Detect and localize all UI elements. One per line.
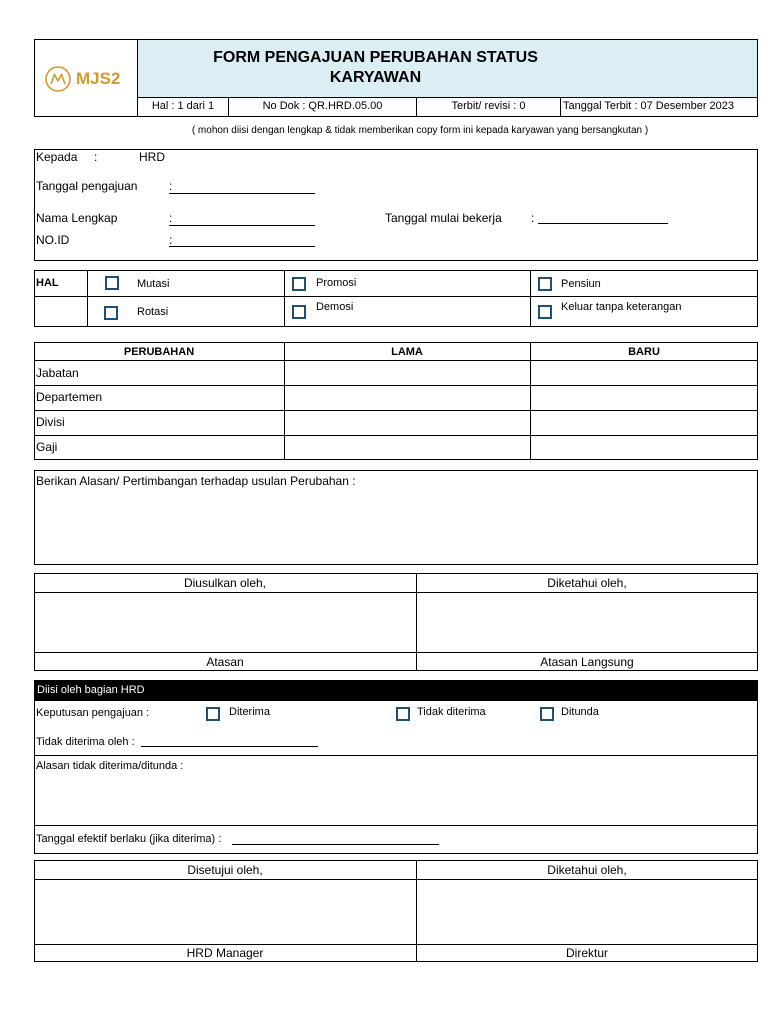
employee-info-section xyxy=(34,149,758,261)
nama-lengkap-field[interactable] xyxy=(169,225,315,226)
diusulkan-label: Diusulkan oleh, xyxy=(183,576,267,590)
row-divisi: Divisi xyxy=(36,415,65,429)
noid-colon: : xyxy=(169,233,173,247)
rotasi-checkbox[interactable] xyxy=(104,306,118,320)
kepada-label: Kepada xyxy=(36,150,78,164)
demosi-checkbox[interactable] xyxy=(292,305,306,319)
direktur-signature-area[interactable] xyxy=(417,880,757,943)
hrd-title: Diisi oleh bagian HRD xyxy=(37,684,145,696)
demosi-label: Demosi xyxy=(316,301,354,313)
baru-header: BARU xyxy=(628,346,660,358)
tanggal-mulai-label: Tanggal mulai bekerja xyxy=(385,211,502,225)
hrd-manager-signature-area[interactable] xyxy=(35,880,415,943)
keluar-label: Keluar tanpa keterangan xyxy=(561,301,682,313)
mutasi-checkbox[interactable] xyxy=(105,276,119,290)
row-jabatan: Jabatan xyxy=(36,366,79,380)
nama-lengkap-colon: : xyxy=(169,211,173,225)
hrd-manager-label: HRD Manager xyxy=(186,946,264,960)
lama-header: LAMA xyxy=(391,346,423,358)
rotasi-label: Rotasi xyxy=(137,306,169,318)
issue-date: Tanggal Terbit : 07 Desember 2023 xyxy=(563,100,735,112)
keluar-checkbox[interactable] xyxy=(538,305,552,319)
company-logo xyxy=(44,65,128,93)
logo-mark-icon xyxy=(44,65,72,93)
revision: Terbit/ revisi : 0 xyxy=(451,100,526,112)
diterima-label: Diterima xyxy=(229,706,270,718)
tanggal-efektif-field[interactable] xyxy=(232,844,439,845)
logo-text: MJS2 xyxy=(76,69,121,88)
diketahui-label-2: Diketahui oleh, xyxy=(547,863,627,877)
mutasi-label: Mutasi xyxy=(137,278,170,290)
perubahan-header: PERUBAHAN xyxy=(123,346,195,358)
promosi-label: Promosi xyxy=(316,277,357,289)
kepada-value: HRD xyxy=(139,150,165,164)
atasan-label: Atasan xyxy=(206,655,244,669)
disetujui-label: Disetujui oleh, xyxy=(187,863,263,877)
alasan-tidak-diterima-label: Alasan tidak diterima/ditunda : xyxy=(36,760,184,772)
pensiun-checkbox[interactable] xyxy=(538,277,552,291)
tanggal-mulai-field[interactable] xyxy=(538,223,668,224)
document-number: No Dok : QR.HRD.05.00 xyxy=(262,100,383,112)
noid-label: NO.ID xyxy=(36,233,70,247)
hal-label: HAL xyxy=(36,277,59,289)
atasan-langsung-signature-area[interactable] xyxy=(417,593,757,651)
tanggal-efektif-label: Tanggal efektif berlaku (jika diterima) : xyxy=(36,833,222,845)
keputusan-label: Keputusan pengajuan : xyxy=(36,707,150,719)
pensiun-label: Pensiun xyxy=(561,278,601,290)
row-departemen: Departemen xyxy=(36,390,103,404)
nama-lengkap-label: Nama Lengkap xyxy=(36,211,118,225)
atasan-signature-area[interactable] xyxy=(35,593,415,651)
tanggal-pengajuan-label: Tanggal pengajuan xyxy=(36,179,138,193)
tidak-diterima-oleh-field[interactable] xyxy=(141,746,318,747)
diketahui-label-1: Diketahui oleh, xyxy=(547,576,627,590)
kepada-colon: : xyxy=(94,150,98,164)
page-number: Hal : 1 dari 1 xyxy=(151,100,215,112)
alasan-label: Berikan Alasan/ Pertimbangan terhadap usulan Perubahan : xyxy=(36,474,356,488)
atasan-langsung-label: Atasan Langsung xyxy=(540,655,634,669)
promosi-checkbox[interactable] xyxy=(292,277,306,291)
alasan-tidak-diterima-area[interactable] xyxy=(35,775,757,824)
diterima-checkbox[interactable] xyxy=(206,707,220,721)
noid-field[interactable] xyxy=(169,246,315,247)
ditunda-label: Ditunda xyxy=(561,706,599,718)
form-title-line2: KARYAWAN xyxy=(329,69,422,86)
tanggal-pengajuan-field[interactable] xyxy=(169,193,315,194)
tidak-diterima-checkbox[interactable] xyxy=(396,707,410,721)
row-gaji: Gaji xyxy=(36,440,58,454)
tanggal-pengajuan-colon: : xyxy=(169,179,173,193)
tanggal-mulai-colon: : xyxy=(531,211,535,225)
tidak-diterima-oleh-label: Tidak diterima oleh : xyxy=(36,736,135,748)
form-title-line1: FORM PENGAJUAN PERUBAHAN STATUS xyxy=(213,49,538,66)
tidak-diterima-label: Tidak diterima xyxy=(417,706,486,718)
direktur-label: Direktur xyxy=(565,946,608,960)
ditunda-checkbox[interactable] xyxy=(540,707,554,721)
form-note: ( mohon diisi dengan lengkap & tidak memberikan copy form ini kepada karyawan yang bersangkutan ) xyxy=(191,125,649,136)
